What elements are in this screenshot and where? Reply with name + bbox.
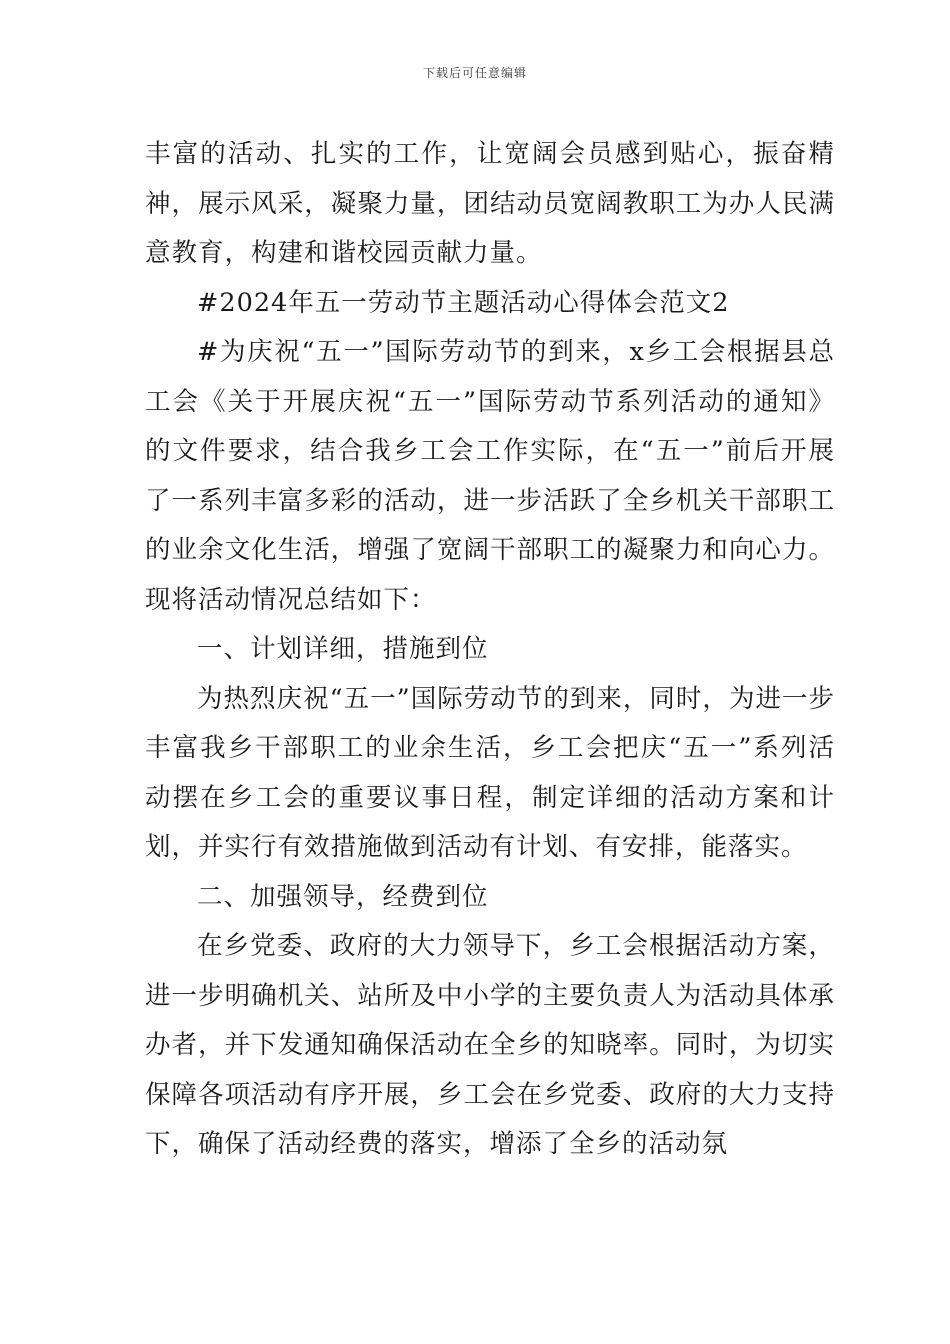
paragraph-heading-2: 二、加强领导，经费到位 (197, 881, 489, 912)
paragraph-section-title: #2024年五一劳动节主题活动心得体会范文2 (197, 287, 730, 318)
document-body (145, 130, 835, 1170)
paragraph-plan: 为热烈庆祝“五一”国际劳动节的到来，同时，为进一步丰富我乡干部职工的业余生活，乡工会把庆“五一”系列活动摆在乡工会的重要议事日程，制定详细的活动方案和计划，并实行有效措施做到活动有计划、有安排，能落实。 (145, 683, 835, 862)
paragraph-heading-1: 一、计划详细，措施到位 (197, 634, 489, 664)
page-header-note: 下载后可任意编辑 (422, 66, 527, 80)
paragraph-continuation: 丰富的活动、扎实的工作，让宽阔会员感到贴心，振奋精神，展示风采，凝聚力量，团结动员宽阔教职工为办人民满意教育，构建和谐校园贡献力量。 (145, 139, 835, 268)
paragraph-leadership: 在乡党委、政府的大力领导下，乡工会根据活动方案，进一步明确机关、站所及中小学的主要负责人为活动具体承办者，并下发通知确保活动在全乡的知晓率。同时，为切实保障各项活动有序开展，乡工会在乡党委、政府的大力支持下，确保了活动经费的落实，增添了全乡的活动氛 (145, 931, 835, 1159)
paragraph-intro: #为庆祝“五一”国际劳动节的到来，x乡工会根据县总工会《关于开展庆祝“五一”国际劳动节系列活动的通知》的文件要求，结合我乡工会工作实际，在“五一”前后开展了一系列丰富多彩的活动，进一步活跃了全乡机关干部职工的业余文化生活，增强了宽阔干部职工的凝聚力和向心力。现将活动情况总结如下： (145, 337, 835, 615)
